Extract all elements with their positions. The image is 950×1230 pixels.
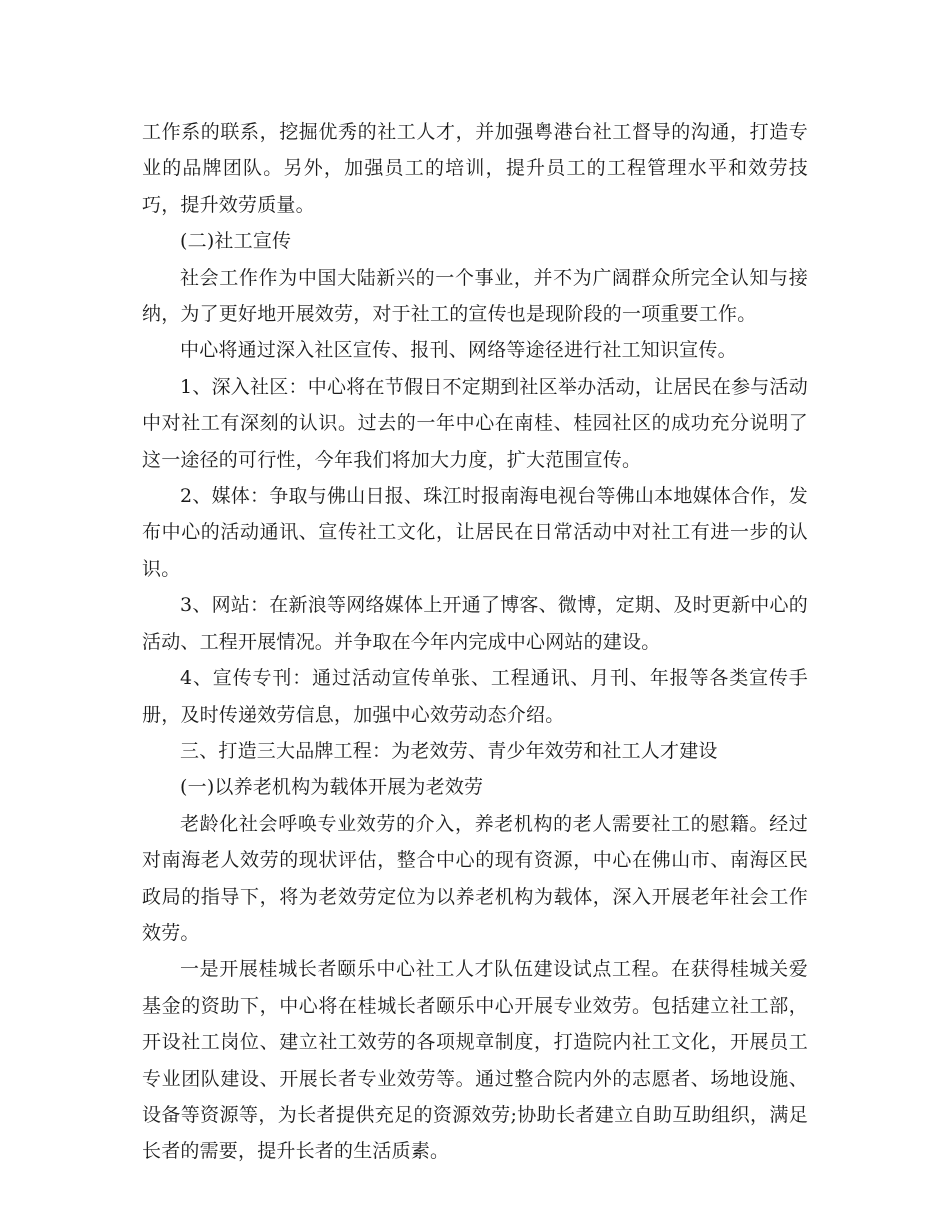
document-body — [142, 114, 808, 1170]
paragraph-publicity-importance: 社会工作作为中国大陆新兴的一个事业，并不为广阔群众所完全认知与接纳，为了更好地开展效劳，对于社工的宣传也是现阶段的一项重要工作。 — [142, 266, 808, 326]
list-item-media: 2、媒体：争取与佛山日报、珠江时报南海电视台等佛山本地媒体合作，发布中心的活动通讯、宣传社工文化，让居民在日常活动中对社工有进一步的认识。 — [142, 485, 808, 580]
list-item-community: 1、深入社区：中心将在节假日不定期到社区举办活动，让居民在参与活动中对社工有深刻的认识。过去的一年中心在南桂、桂园社区的成功充分说明了这一途径的可行性，今年我们将加大力度，扩大范围宣传。 — [142, 375, 808, 471]
list-item-publications: 4、宣传专刊：通过活动宣传单张、工程通讯、月刊、年报等各类宣传手册，及时传递效劳信息，加强中心效劳动态介绍。 — [142, 667, 808, 726]
paragraph-publicity-channels: 中心将通过深入社区宣传、报刊、网络等途径进行社工知识宣传。 — [180, 339, 737, 362]
subsection-heading-elderly-service: (一)以养老机构为载体开展为老效劳 — [180, 776, 484, 799]
paragraph-elderly-service: 老龄化社会呼唤专业效劳的介入，养老机构的老人需要社工的慰籍。经过对南海老人效劳的现状评估，整合中心的现有资源，中心在佛山市、南海区民政局的指导下，将为老效劳定位为以养老机构为载体，深入开展老年社会工作效劳。 — [142, 812, 808, 944]
paragraph-pilot-project: 一是开展桂城长者颐乐中心社工人才队伍建设试点工程。在获得桂城关爱基金的资助下，中心将在桂城长者颐乐中心开展专业效劳。包括建立社工部，开设社工岗位、建立社工效劳的各项规章制度，打造院内社工文化，开展员工专业团队建设、开展长者专业效劳等。通过整合院内外的志愿者、场地设施、设备等资源等，为长者提供充足的资源效劳;协助长者建立自助互助组织，满足长者的需要，提升长者的生活质素。 — [142, 958, 808, 1163]
paragraph-intro-continuation: 工作系的联系，挖掘优秀的社工人才，并加强粤港台社工督导的沟通，打造专业的品牌团队。另外，加强员工的培训，提升员工的工程管理水平和效劳技巧，提升效劳质量。 — [142, 121, 808, 216]
section-heading-three-brands: 三、打造三大品牌工程：为老效劳、青少年效劳和社工人才建设 — [180, 739, 718, 762]
section-heading-publicity: (二)社工宣传 — [180, 230, 292, 253]
list-item-website: 3、网站：在新浪等网络媒体上开通了博客、微博，定期、及时更新中心的活动、工程开展情况。并争取在今年内完成中心网站的建设。 — [142, 594, 808, 653]
